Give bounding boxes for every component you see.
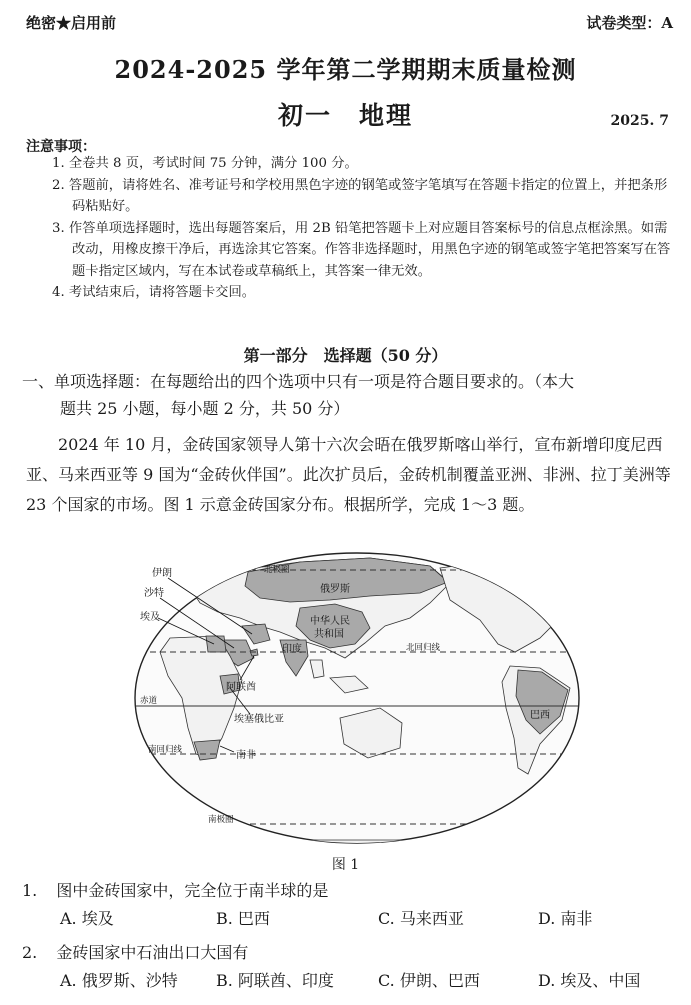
brics-world-map <box>130 548 585 848</box>
notice-item: 2. 答题前，请将姓名、准考证号和学校用黑色字迹的钢笔或签字笔填写在答题卡指定的位置上，并把条形码粘贴好。 <box>52 177 668 214</box>
option-c[interactable]: C. 马来西亚 <box>378 909 464 928</box>
label-antarctic-circle: 南极圈 <box>208 815 234 825</box>
label-saudi: 沙特 <box>144 588 164 599</box>
notice-item: 1. 全卷共 8 页，考试时间 75 分钟，满分 100 分。 <box>52 156 358 171</box>
exam-subtitle: 初一 地理 <box>277 101 413 130</box>
confidential-label: 绝密★启用前 <box>26 14 117 32</box>
question-number: 1. <box>22 881 38 900</box>
option-a[interactable]: A. 埃及 <box>60 909 114 928</box>
notice-item: 3. 作答单项选择题时，选出每题答案后，用 2B 铅笔把答题卡上对应题目答案标号的信息点框涂黑。如需改动，用橡皮擦干净后，再选涂其它答案。作答非选择题时，用黑色字迹的钢笔或签字笔把答案写在答题卡指定区域内，写在本试卷或草稿纸上，其答案一律无效。 <box>52 220 671 279</box>
notice-heading: 注意事项： <box>26 139 96 155</box>
label-russia: 俄罗斯 <box>320 584 350 595</box>
notice-list <box>52 153 680 304</box>
question-2 <box>22 940 248 963</box>
question-1-options <box>60 906 680 929</box>
option-b[interactable]: B. 阿联酋、印度 <box>216 971 334 990</box>
exam-date: 2025. 7 <box>610 113 669 129</box>
label-china-1: 中华人民 <box>310 616 350 627</box>
label-egypt: 埃及 <box>140 612 160 623</box>
question-stem: 金砖国家中石油出口大国有 <box>56 943 249 962</box>
section-line-1: 一、单项选择题：在每题给出的四个选项中只有一项是符合题目要求的。（本大 <box>22 372 575 391</box>
label-tropic-north: 北回归线 <box>406 643 441 653</box>
label-india: 印度 <box>282 644 302 655</box>
paper-type-label: 试卷类型：A <box>586 14 673 32</box>
section-line-2: 题共 25 小题，每小题 2 分，共 50 分） <box>60 399 350 418</box>
option-b[interactable]: B. 巴西 <box>216 909 270 928</box>
section-instructions <box>22 368 682 422</box>
antarctica-shape <box>130 840 585 848</box>
notice-item: 4. 考试结束后，请将答题卡交回。 <box>52 285 256 300</box>
label-uae: 阿联酋 <box>226 682 256 693</box>
label-arctic-circle: 北极圈 <box>264 565 290 575</box>
reading-passage: 2024 年 10 月，金砖国家领导人第十六次会晤在俄罗斯喀山举行，宣布新增印度尼西亚、马来西亚等 9 国为“金砖伙伴国”。此次扩员后，金砖机制覆盖亚洲、非洲、拉丁美洲等 23 个国家的市场。图 1 示意金砖国家分布。根据所学，完成 1～3 题。 <box>26 435 671 514</box>
label-south-africa: 南非 <box>236 750 256 761</box>
part1-heading: 第一部分 选择题（50 分） <box>243 346 448 365</box>
label-brazil: 巴西 <box>530 710 550 721</box>
world-map-figure <box>130 548 585 848</box>
label-iran: 伊朗 <box>152 568 172 579</box>
label-china-2: 共和国 <box>314 629 344 640</box>
label-tropic-south: 南回归线 <box>148 745 183 755</box>
label-ethiopia: 埃塞俄比亚 <box>234 714 284 725</box>
option-a[interactable]: A. 俄罗斯、沙特 <box>60 971 178 990</box>
option-d[interactable]: D. 南非 <box>538 909 593 928</box>
exam-title: 2024-2025 学年第二学期期末质量检测 <box>114 55 577 84</box>
figure-caption: 图 1 <box>331 857 360 873</box>
question-1 <box>22 878 328 901</box>
label-equator: 赤道 <box>140 696 158 706</box>
question-stem: 图中金砖国家中，完全位于南半球的是 <box>56 881 329 900</box>
question-number: 2. <box>22 943 38 962</box>
option-c[interactable]: C. 伊朗、巴西 <box>378 971 480 990</box>
option-d[interactable]: D. 埃及、中国 <box>538 971 641 990</box>
egypt-shape <box>206 636 226 652</box>
question-2-options <box>60 968 680 991</box>
